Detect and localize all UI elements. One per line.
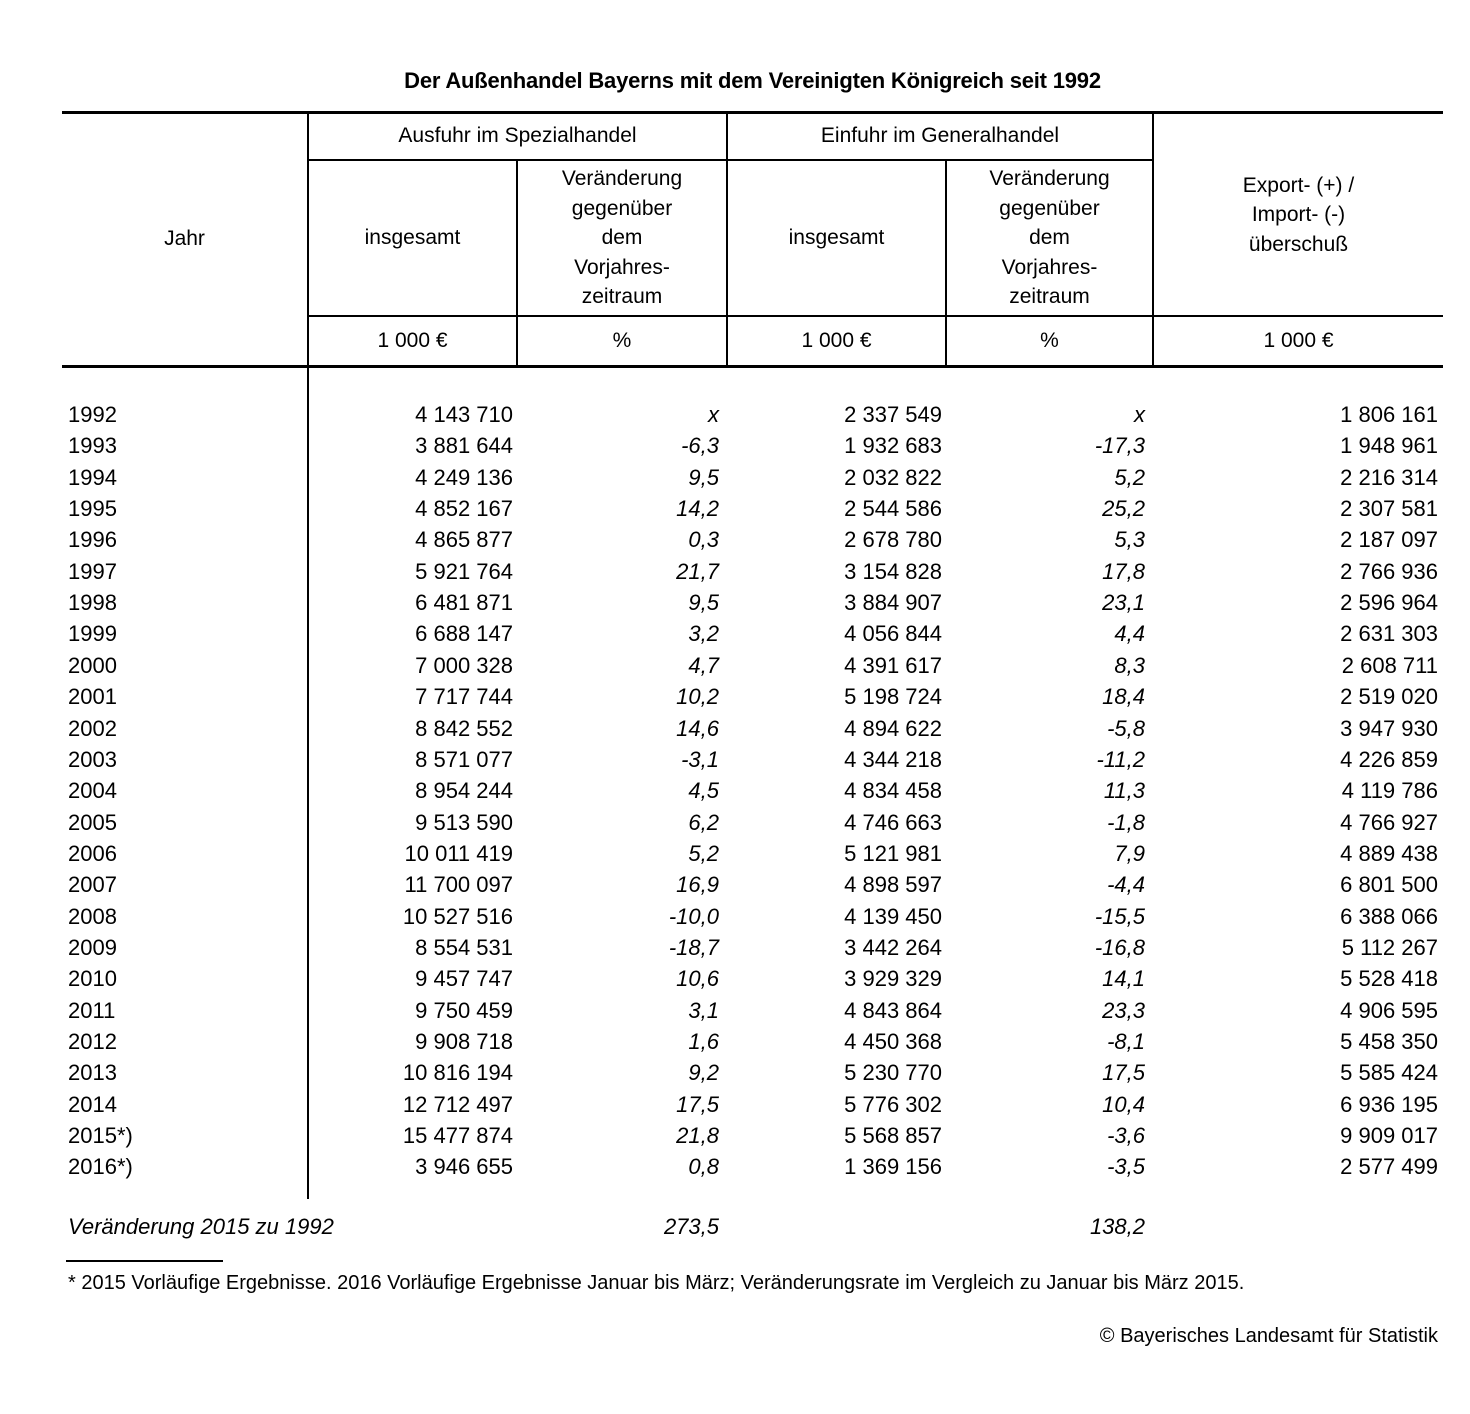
year-cell: 1998	[68, 590, 117, 616]
header-line: Vorjahres-	[574, 255, 670, 279]
header-line: Vorjahres-	[1001, 255, 1098, 279]
import-total-cell: 4 056 844	[844, 621, 942, 647]
table-row	[0, 744, 1470, 775]
header-import-total: insgesamt	[788, 226, 885, 250]
import-total-cell: 4 746 663	[844, 809, 942, 835]
table-row	[0, 901, 1470, 932]
table-row	[0, 963, 1470, 994]
balance-cell: 3 947 930	[1340, 715, 1438, 741]
export-change-cell: 3,2	[688, 621, 719, 647]
export-total-cell: 8 842 552	[415, 715, 513, 741]
import-change-cell: -17,3	[1094, 433, 1145, 459]
table-row	[0, 681, 1470, 712]
year-cell: 2011	[68, 997, 116, 1023]
balance-cell: 4 906 595	[1340, 997, 1438, 1023]
year-cell: 2015*)	[68, 1123, 133, 1149]
export-total-cell: 10 527 516	[402, 903, 513, 929]
year-cell: 2008	[68, 903, 117, 929]
export-total-cell: 5 921 764	[415, 558, 513, 584]
year-cell: 2003	[68, 746, 117, 772]
import-total-cell: 3 154 828	[844, 558, 942, 584]
header-export-total: insgesamt	[364, 226, 461, 250]
table-row	[0, 995, 1470, 1026]
export-total-cell: 9 908 718	[415, 1029, 513, 1054]
table-row	[0, 493, 1470, 524]
export-change-cell: 17,5	[676, 1091, 719, 1117]
header-balance	[1154, 167, 1443, 263]
import-change-cell: x	[1134, 402, 1145, 427]
import-change-cell: 8,3	[1114, 652, 1145, 678]
header-line: dem	[601, 226, 643, 250]
balance-cell: 5 585 424	[1340, 1060, 1438, 1086]
year-cell: 2002	[68, 715, 117, 741]
balance-cell: 2 608 711	[1341, 652, 1438, 678]
year-cell: 1997	[68, 558, 117, 584]
year-cell: 1999	[68, 621, 117, 647]
import-total-cell: 3 442 264	[844, 934, 942, 960]
import-change-cell: 23,1	[1102, 590, 1145, 616]
export-change-cell: 0,3	[688, 527, 719, 553]
import-change-cell: -5,8	[1107, 715, 1145, 741]
balance-cell: 2 766 936	[1340, 558, 1438, 584]
export-total-cell: 4 249 136	[415, 464, 513, 490]
export-total-cell: 6 481 871	[415, 590, 513, 616]
table-row	[0, 775, 1470, 806]
balance-cell: 2 216 314	[1340, 464, 1438, 490]
export-change-cell: 6,2	[688, 809, 719, 835]
table-row	[0, 587, 1470, 618]
import-total-cell: 2 337 549	[844, 402, 942, 427]
header-line: Export- (+) /	[1242, 173, 1355, 197]
year-cell: 2009	[68, 934, 117, 960]
balance-cell: 2 577 499	[1340, 1154, 1438, 1180]
balance-cell: 4 889 438	[1340, 840, 1438, 866]
year-cell: 1993	[68, 433, 117, 459]
unit-import-change: %	[1040, 329, 1059, 353]
import-change-cell: 7,9	[1114, 840, 1145, 866]
summary-export-change: 273,5	[663, 1214, 719, 1239]
import-total-cell: 5 198 724	[844, 684, 942, 710]
export-total-cell: 8 554 531	[415, 934, 513, 960]
year-cell: 1996	[68, 527, 117, 553]
balance-cell: 2 307 581	[1340, 496, 1438, 522]
export-change-cell: 5,2	[688, 840, 719, 866]
table-row	[0, 618, 1470, 649]
table-row	[0, 399, 1470, 430]
header-line: gegenüber	[571, 196, 673, 220]
balance-cell: 5 112 267	[1341, 934, 1438, 960]
header-year: Jahr	[164, 227, 205, 251]
year-cell: 2012	[68, 1029, 117, 1054]
export-total-cell: 4 865 877	[415, 527, 513, 553]
footnote-rule	[66, 1260, 223, 1262]
table-row	[0, 1120, 1470, 1151]
export-total-cell: 9 457 747	[415, 966, 513, 992]
balance-cell: 5 458 350	[1340, 1029, 1438, 1054]
import-total-cell: 4 834 458	[844, 778, 942, 804]
unit-export-change: %	[612, 329, 632, 353]
balance-cell: 6 801 500	[1340, 872, 1438, 898]
unit-import-total: 1 000 €	[801, 329, 872, 353]
export-change-cell: 16,9	[676, 872, 719, 898]
import-total-cell: 5 776 302	[844, 1091, 942, 1117]
balance-cell: 6 388 066	[1340, 903, 1438, 929]
header-line: Import- (-)	[1251, 203, 1346, 227]
year-cell: 2007	[68, 872, 117, 898]
year-cell: 2000	[68, 652, 117, 678]
export-change-cell: 9,2	[688, 1060, 719, 1086]
summary-import-change: 138,2	[1089, 1214, 1145, 1239]
header-import-change	[947, 161, 1152, 315]
unit-export-total: 1 000 €	[377, 329, 448, 353]
export-change-cell: 21,7	[676, 558, 719, 584]
balance-cell: 2 596 964	[1340, 590, 1438, 616]
import-change-cell: -1,8	[1107, 809, 1145, 835]
export-change-cell: 14,2	[676, 496, 719, 522]
export-change-cell: 21,8	[676, 1123, 719, 1149]
import-change-cell: 5,2	[1114, 464, 1145, 490]
table-row	[0, 838, 1470, 869]
export-total-cell: 8 954 244	[415, 778, 513, 804]
balance-cell: 2 519 020	[1340, 684, 1438, 710]
table-row	[0, 807, 1470, 838]
table-row	[0, 556, 1470, 587]
export-change-cell: -10,0	[668, 903, 719, 929]
table-row	[0, 1026, 1470, 1057]
export-change-cell: 9,5	[688, 464, 719, 490]
header-line: gegenüber	[999, 196, 1100, 220]
header-line: Veränderung	[561, 167, 683, 191]
footnote: * 2015 Vorläufige Ergebnisse. 2016 Vorläufige Ergebnisse Januar bis März; Veränderungsrate im Vergleich zu Januar bis März 2015.	[68, 1272, 1245, 1294]
copyright: © Bayerisches Landesamt für Statistik	[1099, 1325, 1438, 1347]
export-total-cell: 12 712 497	[402, 1091, 513, 1117]
import-change-cell: -4,4	[1107, 872, 1145, 898]
export-change-cell: 3,1	[688, 997, 719, 1023]
export-total-cell: 4 852 167	[415, 496, 513, 522]
import-change-cell: -15,5	[1094, 903, 1145, 929]
year-cell: 2014	[68, 1091, 117, 1117]
header-bottom-rule	[62, 365, 1443, 368]
balance-cell: 2 631 303	[1340, 621, 1438, 647]
header-line: zeitraum	[1009, 285, 1090, 309]
balance-cell: 2 187 097	[1340, 527, 1438, 553]
year-cell: 2001	[68, 684, 117, 710]
table-row	[0, 462, 1470, 493]
year-cell: 2004	[68, 778, 117, 804]
table-row	[0, 869, 1470, 900]
import-change-cell: -16,8	[1094, 934, 1145, 960]
year-cell: 1992	[68, 402, 117, 427]
table-row	[0, 1151, 1470, 1182]
export-change-cell: 1,6	[688, 1029, 719, 1054]
import-change-cell: 5,3	[1114, 527, 1145, 553]
import-total-cell: 4 139 450	[844, 903, 942, 929]
year-cell: 2016*)	[68, 1154, 133, 1180]
import-total-cell: 4 894 622	[844, 715, 942, 741]
table-row	[0, 932, 1470, 963]
import-change-cell: 4,4	[1114, 621, 1145, 647]
balance-cell: 9 909 017	[1340, 1123, 1438, 1149]
header-line: Veränderung	[989, 167, 1110, 191]
table-row	[0, 1089, 1470, 1120]
import-change-cell: -8,1	[1107, 1029, 1145, 1054]
year-cell: 2005	[68, 809, 117, 835]
table-row	[0, 430, 1470, 461]
header-import-group: Einfuhr im Generalhandel	[820, 124, 1060, 148]
export-change-cell: -18,7	[668, 934, 719, 960]
export-total-cell: 7 000 328	[415, 652, 513, 678]
import-change-cell: -11,2	[1096, 746, 1145, 772]
import-change-cell: 14,1	[1102, 966, 1145, 992]
import-total-cell: 1 932 683	[844, 433, 942, 459]
import-total-cell: 3 929 329	[844, 966, 942, 992]
export-change-cell: 10,6	[676, 966, 719, 992]
table-row	[0, 713, 1470, 744]
export-total-cell: 4 143 710	[415, 402, 513, 427]
export-total-cell: 6 688 147	[415, 621, 513, 647]
header-line: zeitraum	[581, 285, 663, 309]
export-total-cell: 8 571 077	[415, 746, 513, 772]
export-change-cell: -3,1	[681, 746, 719, 772]
import-total-cell: 5 230 770	[844, 1060, 942, 1086]
export-change-cell: 0,8	[688, 1154, 719, 1180]
import-change-cell: 11,3	[1103, 778, 1145, 804]
import-total-cell: 2 544 586	[844, 496, 942, 522]
import-change-cell: 17,5	[1102, 1060, 1145, 1086]
summary-label: Veränderung 2015 zu 1992	[68, 1214, 334, 1239]
export-total-cell: 7 717 744	[415, 684, 513, 710]
import-change-cell: 25,2	[1102, 496, 1145, 522]
import-total-cell: 4 843 864	[844, 997, 942, 1023]
year-cell: 2013	[68, 1060, 117, 1086]
year-cell: 2010	[68, 966, 117, 992]
year-cell: 2006	[68, 840, 117, 866]
header-line: überschuß	[1248, 232, 1349, 256]
balance-cell: 4 766 927	[1340, 809, 1438, 835]
export-total-cell: 9 513 590	[415, 809, 513, 835]
export-total-cell: 11 700 097	[404, 872, 513, 898]
export-total-cell: 3 881 644	[415, 433, 513, 459]
import-change-cell: 23,3	[1102, 997, 1145, 1023]
year-cell: 1995	[68, 496, 117, 522]
import-change-cell: 10,4	[1102, 1091, 1145, 1117]
header-line: dem	[1029, 226, 1070, 250]
table-row	[0, 650, 1470, 681]
export-total-cell: 10 011 419	[404, 840, 513, 866]
export-change-cell: 9,5	[688, 590, 719, 616]
balance-cell: 1 806 161	[1340, 402, 1438, 427]
export-total-cell: 15 477 874	[402, 1123, 513, 1149]
export-change-cell: 4,7	[688, 652, 719, 678]
balance-cell: 1 948 961	[1340, 433, 1438, 459]
balance-cell: 4 119 786	[1341, 778, 1438, 804]
import-change-cell: 17,8	[1102, 558, 1145, 584]
unit-balance: 1 000 €	[1263, 329, 1334, 353]
import-total-cell: 4 391 617	[844, 652, 942, 678]
import-total-cell: 2 678 780	[844, 527, 942, 553]
import-total-cell: 2 032 822	[844, 464, 942, 490]
balance-cell: 6 936 195	[1340, 1091, 1438, 1117]
balance-cell: 5 528 418	[1340, 966, 1438, 992]
import-total-cell: 5 568 857	[844, 1123, 942, 1149]
summary-row	[0, 1211, 1470, 1242]
import-total-cell: 5 121 981	[844, 840, 942, 866]
export-change-cell: 10,2	[676, 684, 719, 710]
import-total-cell: 4 450 368	[844, 1029, 942, 1054]
import-total-cell: 4 898 597	[844, 872, 942, 898]
header-export-change	[518, 161, 726, 315]
export-total-cell: 3 946 655	[415, 1154, 513, 1180]
import-change-cell: 18,4	[1102, 684, 1145, 710]
import-change-cell: -3,5	[1107, 1154, 1145, 1180]
export-change-cell: x	[708, 402, 719, 427]
page-title: Der Außenhandel Bayerns mit dem Vereinigten Königreich seit 1992	[404, 68, 1101, 93]
table-row	[0, 524, 1470, 555]
table-row	[0, 1057, 1470, 1088]
export-change-cell: -6,3	[681, 433, 719, 459]
import-total-cell: 4 344 218	[844, 746, 942, 772]
import-total-cell: 1 369 156	[844, 1154, 942, 1180]
export-change-cell: 14,6	[676, 715, 719, 741]
balance-cell: 4 226 859	[1340, 746, 1438, 772]
import-change-cell: -3,6	[1107, 1123, 1145, 1149]
header-export-group: Ausfuhr im Spezialhandel	[398, 124, 637, 148]
export-total-cell: 9 750 459	[415, 997, 513, 1023]
export-change-cell: 4,5	[688, 778, 719, 804]
year-cell: 1994	[68, 464, 117, 490]
export-total-cell: 10 816 194	[402, 1060, 513, 1086]
import-total-cell: 3 884 907	[844, 590, 942, 616]
